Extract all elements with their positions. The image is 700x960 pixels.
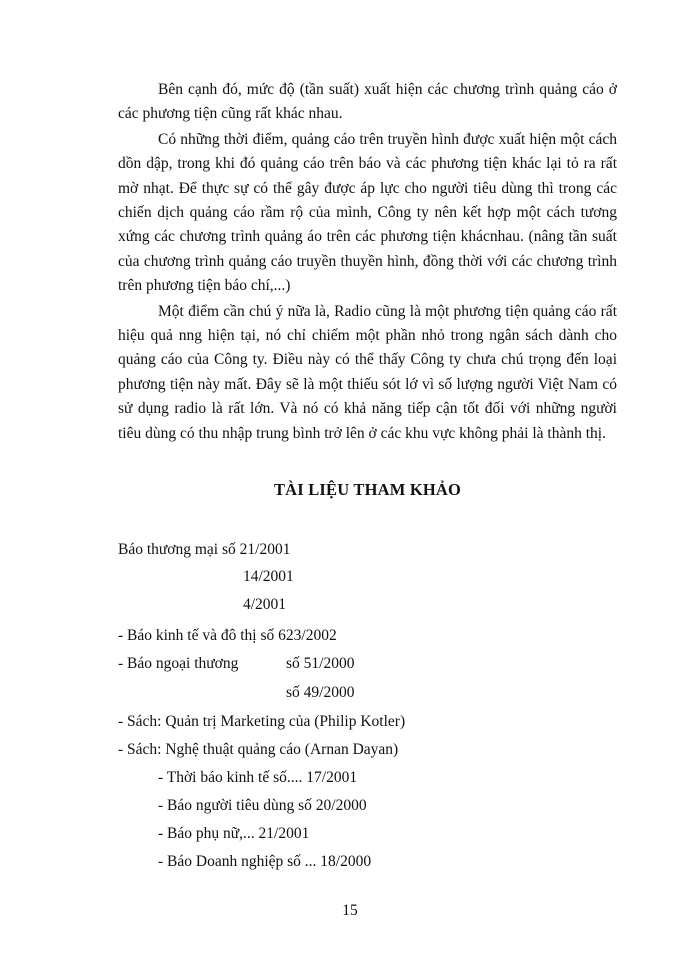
ref-sach-nghe-thuat: - Sách: Nghệ thuật quảng cáo (Arnan Dayan) bbox=[118, 741, 399, 758]
ref-bao-doanh-nghiep: - Báo Doanh nghiệp số ... 18/2000 bbox=[158, 853, 372, 870]
paragraph-radio: Một điểm cần chú ý nữa là, Radio cũng là một phương tiện quảng cáo rất hiệu quả nng hiện tại, nó chỉ chiếm một phần nhỏ trong ngân sách dành cho quảng cáo của Công ty. Điều này có thể thấy Công ty chưa chú trọng đến loại phương tiện này mất. Đây sẽ là một thiếu sót lớ vì số lượng người Việt Nam có sử dụng radio là rất lớn. Và nó có khả năng tiếp cận tốt đối với những người tiêu dùng có thu nhập trung bình trở lên ở các khu vực không phải là thành thị. bbox=[118, 302, 617, 442]
ref-ngoai-thuong-51: số 51/2000 bbox=[286, 655, 355, 672]
ref-sach-marketing: - Sách: Quản trị Marketing của (Philip Kotler) bbox=[118, 713, 406, 730]
page-number: 15 bbox=[342, 902, 358, 919]
ref-thoi-bao-kinh-te: - Thời báo kinh tế số.... 17/2001 bbox=[158, 769, 358, 786]
paragraph-tv-ads: Có những thời điểm, quảng cáo trên truyền hình được xuất hiện một cách dồn dập, trong khi đó quảng cáo trên báo và các phương tiện khác lại tỏ ra rất mờ nhạt. Để thực sự có thể gây được áp lực cho người tiêu dùng thì trong các chiến dịch quảng cáo rầm rộ của mình, Công ty nên kết hợp một cách tương xứng các chương trình quảng áo trên các phương tiện khácnhau. (nâng tần suất của chương trình quảng cáo truyền thuyền hình, đồng thời với các chương trình trên phương tiện báo chí,...) bbox=[118, 130, 617, 295]
body-text bbox=[118, 78, 617, 447]
ref-ngoai-thuong: - Báo ngoại thương bbox=[118, 655, 239, 672]
ref-bao-phu-nu: - Báo phụ nữ,... 21/2001 bbox=[158, 825, 310, 842]
ref-bao-thuong-mai-14: 14/2001 bbox=[243, 568, 294, 585]
references-heading: TÀI LIỆU THAM KHẢO bbox=[273, 480, 462, 499]
ref-kinh-te-do-thi: - Báo kinh tế và đô thị số 623/2002 bbox=[118, 627, 337, 644]
ref-bao-thuong-mai-4: 4/2001 bbox=[243, 596, 287, 613]
paragraph-frequency: Bên cạnh đó, mức độ (tần suất) xuất hiện các chương trình quảng cáo ở các phương tiện cũng rất khác nhau. bbox=[118, 81, 617, 123]
ref-bao-thuong-mai: Báo thương mại số 21/2001 bbox=[118, 541, 291, 558]
ref-bao-nguoi-tieu-dung: - Báo người tiêu dùng số 20/2000 bbox=[158, 797, 367, 814]
ref-ngoai-thuong-49: số 49/2000 bbox=[286, 684, 355, 701]
